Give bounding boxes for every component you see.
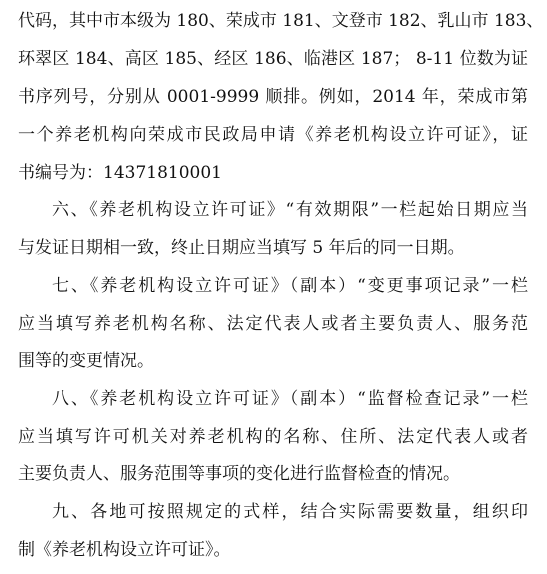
text-line: 围等的变更情况。 [18, 351, 154, 371]
paragraph-seven-first-line: 七、《养老机构设立许可证》（副本）“变更事项记录”一栏 [52, 276, 528, 296]
paragraph-six-first-line: 六、《养老机构设立许可证》“有效期限”一栏起始日期应当 [52, 200, 528, 220]
text-line: 书编号为：14371810001 [18, 163, 222, 183]
text-line: 应当填写许可机关对养老机构的名称、住所、法定代表人或者 [18, 427, 528, 447]
text-line: 一个养老机构向荣成市民政局申请《养老机构设立许可证》，证 [18, 125, 528, 145]
text-line: 与发证日期相一致，终止日期应当填写 5 年后的同一日期。 [18, 238, 465, 258]
paragraph-eight-first-line: 八、《养老机构设立许可证》（副本）“监督检查记录”一栏 [52, 389, 528, 409]
text-line: 应当填写养老机构名称、法定代表人或者主要负责人、服务范 [18, 314, 528, 334]
text-line: 书序列号，分别从 0001-9999 顺排。例如，2014 年，荣成市第 [18, 87, 528, 107]
text-line: 主要负责人、服务范围等事项的变化进行监督检查的情况。 [18, 464, 460, 484]
paragraph-nine-first-line: 九、各地可按照规定的式样，结合实际需要数量，组织印 [52, 502, 528, 522]
text-line: 代码，其中市本级为 180、荣成市 181、文登市 182、乳山市 183、 [18, 11, 544, 31]
text-line: 制《养老机构设立许可证》。 [18, 540, 231, 560]
text-line: 环翠区 184、高区 185、经区 186、临港区 187； 8-11 位数为证 [18, 49, 528, 69]
